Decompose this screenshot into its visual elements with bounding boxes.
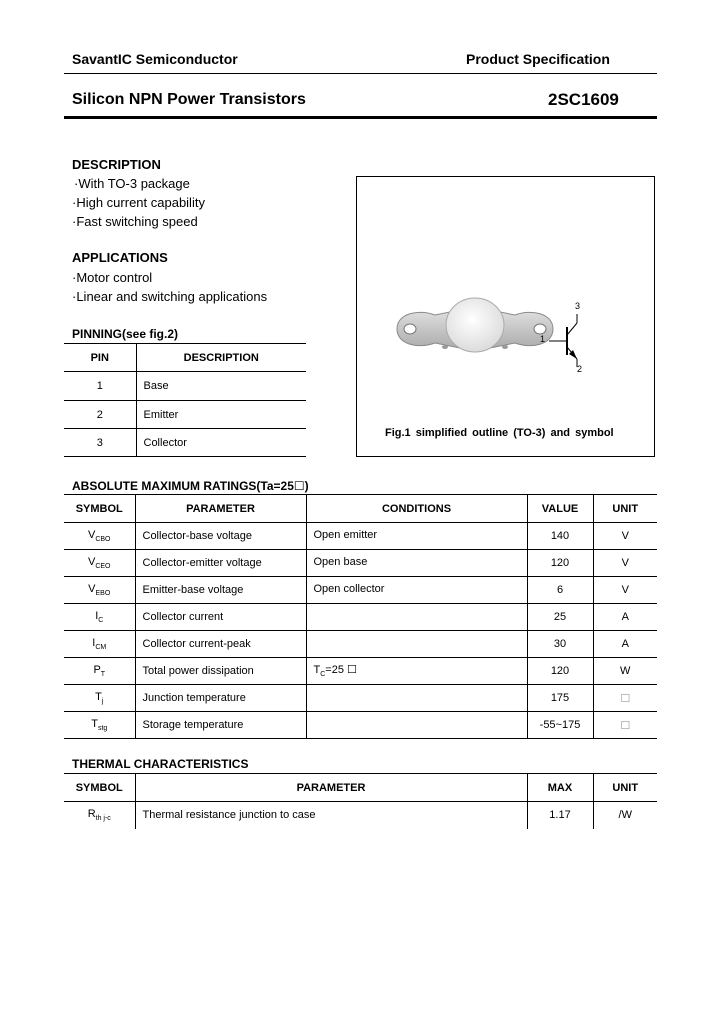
pin-number: 3 — [64, 429, 136, 457]
condition-text: Open emitter — [313, 528, 378, 541]
table-row — [64, 802, 657, 829]
condition-text: Open collector — [313, 582, 385, 595]
pin-description: Collector — [136, 429, 306, 457]
description-item: ·With TO-3 package — [74, 176, 190, 191]
table-row — [64, 712, 657, 739]
header-rule-thin — [64, 73, 657, 74]
pin-description: Base — [136, 372, 306, 401]
pin-desc-header: DESCRIPTION — [136, 344, 306, 372]
symbol-subscript: EBO — [95, 590, 111, 598]
pin-number: 2 — [64, 401, 136, 429]
symbol-subscript: CEO — [95, 563, 111, 571]
symbol-subscript: j — [101, 698, 104, 706]
condition-text: Open base — [313, 555, 368, 568]
table-row — [64, 577, 657, 604]
symbol-subscript: th j-c — [95, 815, 111, 823]
parameter-header: PARAMETER — [135, 495, 306, 523]
symbol-cell — [64, 712, 135, 739]
pin-description: Emitter — [136, 401, 306, 429]
value-cell: -55~175 — [527, 712, 593, 739]
symbol-subscript: C — [98, 617, 104, 625]
condition-cell — [306, 523, 527, 550]
symbol-main: V — [87, 528, 96, 541]
unit-cell: /W — [618, 809, 632, 822]
doc-type: Product Specification — [466, 51, 610, 67]
symbol-cell — [64, 523, 135, 550]
unit-header: UNIT — [593, 774, 657, 802]
table-row — [64, 429, 306, 457]
thermal-table — [64, 773, 657, 829]
unit-cell: ☐ — [593, 685, 657, 712]
symbol-pin-label: 2 — [577, 364, 583, 374]
unit-header: UNIT — [593, 495, 657, 523]
description-item: ·High current capability — [72, 195, 205, 210]
symbol-cell — [64, 685, 135, 712]
symbol-main: I — [95, 609, 99, 622]
value-cell: 175 — [527, 685, 593, 712]
symbol-main: V — [87, 555, 96, 568]
symbol-pin-label: 1 — [540, 334, 546, 344]
pinning-header-row — [64, 344, 306, 372]
parameter-cell: Thermal resistance junction to case — [135, 802, 527, 829]
figure-box — [356, 176, 655, 457]
table-row — [64, 401, 306, 429]
table-row — [64, 631, 657, 658]
unit-cell: A — [593, 604, 657, 631]
figure-caption: Fig.1 simplified outline (TO-3) and symbol — [385, 427, 614, 439]
symbol-header: SYMBOL — [64, 495, 135, 523]
part-number: 2SC1609 — [548, 90, 619, 109]
value-cell: 120 — [527, 658, 593, 685]
condition-subscript: C — [320, 671, 326, 679]
pinning-title: PINNING(see fig.2) — [72, 327, 179, 341]
abs-max-table — [64, 494, 657, 739]
table-row — [64, 604, 657, 631]
symbol-main: T — [95, 690, 102, 703]
parameter-cell: Collector-emitter voltage — [135, 550, 306, 577]
abs-max-header-row — [64, 495, 657, 523]
unit-cell: ☐ — [593, 712, 657, 739]
symbol-main: P — [93, 663, 101, 676]
symbol-subscript: stg — [97, 725, 108, 733]
symbol-pin-label: 3 — [575, 301, 581, 311]
symbol-cell — [64, 604, 135, 631]
parameter-cell: Collector current-peak — [135, 631, 306, 658]
company-name: SavantIC Semiconductor — [72, 51, 238, 67]
thermal-header-row — [64, 774, 657, 802]
parameter-header: PARAMETER — [135, 774, 527, 802]
parameter-cell: Collector-base voltage — [135, 523, 306, 550]
table-row — [64, 372, 306, 401]
product-line: Silicon NPN Power Transistors — [72, 91, 306, 108]
value-cell: 6 — [527, 577, 593, 604]
symbol-main: I — [92, 636, 96, 649]
applications-title: APPLICATIONS — [72, 250, 168, 265]
value-cell: 30 — [527, 631, 593, 658]
pin-number: 1 — [64, 372, 136, 401]
condition-cell — [306, 631, 527, 658]
parameter-cell: Total power dissipation — [135, 658, 306, 685]
table-row — [64, 523, 657, 550]
unit-cell: V — [593, 523, 657, 550]
symbol-main: V — [88, 582, 96, 595]
application-item: ·Motor control — [72, 270, 153, 285]
condition-cell — [306, 658, 527, 685]
value-cell: 25 — [527, 604, 593, 631]
header-rule-thick — [64, 116, 657, 119]
parameter-cell: Collector current — [135, 604, 306, 631]
condition-cell — [306, 577, 527, 604]
symbol-cell — [64, 631, 135, 658]
description-title: DESCRIPTION — [72, 157, 161, 172]
table-row — [64, 550, 657, 577]
unit-cell: V — [593, 550, 657, 577]
max-cell: 1.17 — [527, 802, 593, 829]
symbol-main: T — [91, 717, 98, 730]
table-row — [64, 685, 657, 712]
table-row — [64, 658, 657, 685]
condition-cell — [306, 712, 527, 739]
symbol-cell — [64, 550, 135, 577]
symbol-cell — [64, 577, 135, 604]
symbol-cell — [64, 658, 135, 685]
condition-cell — [306, 685, 527, 712]
application-item: ·Linear and switching applications — [72, 289, 268, 304]
condition-cell — [306, 604, 527, 631]
symbol-subscript: T — [100, 671, 106, 679]
pin-header: PIN — [64, 344, 136, 372]
symbol-subscript: CM — [95, 644, 107, 652]
abs-max-title: ABSOLUTE MAXIMUM RATINGS(Ta=25☐) — [72, 479, 309, 493]
pinning-table — [64, 343, 306, 457]
description-item: ·Fast switching speed — [72, 214, 198, 229]
thermal-title: THERMAL CHARACTERISTICS — [72, 757, 249, 771]
npn-transistor-symbol-icon — [357, 177, 656, 417]
parameter-cell: Storage temperature — [135, 712, 306, 739]
symbol-subscript: CBO — [95, 536, 111, 544]
unit-cell: V — [593, 577, 657, 604]
value-header: VALUE — [527, 495, 593, 523]
value-cell: 140 — [527, 523, 593, 550]
parameter-cell: Junction temperature — [135, 685, 306, 712]
parameter-cell: Emitter-base voltage — [135, 577, 306, 604]
symbol-header: SYMBOL — [64, 774, 135, 802]
symbol-main: R — [87, 808, 96, 821]
symbol-cell — [64, 802, 135, 829]
unit-cell: W — [593, 658, 657, 685]
max-header: MAX — [527, 774, 593, 802]
condition-tail: =25 ☐ — [325, 664, 357, 677]
conditions-header: CONDITIONS — [306, 495, 527, 523]
unit-cell: A — [593, 631, 657, 658]
condition-text: T — [313, 664, 321, 677]
condition-cell — [306, 550, 527, 577]
value-cell: 120 — [527, 550, 593, 577]
